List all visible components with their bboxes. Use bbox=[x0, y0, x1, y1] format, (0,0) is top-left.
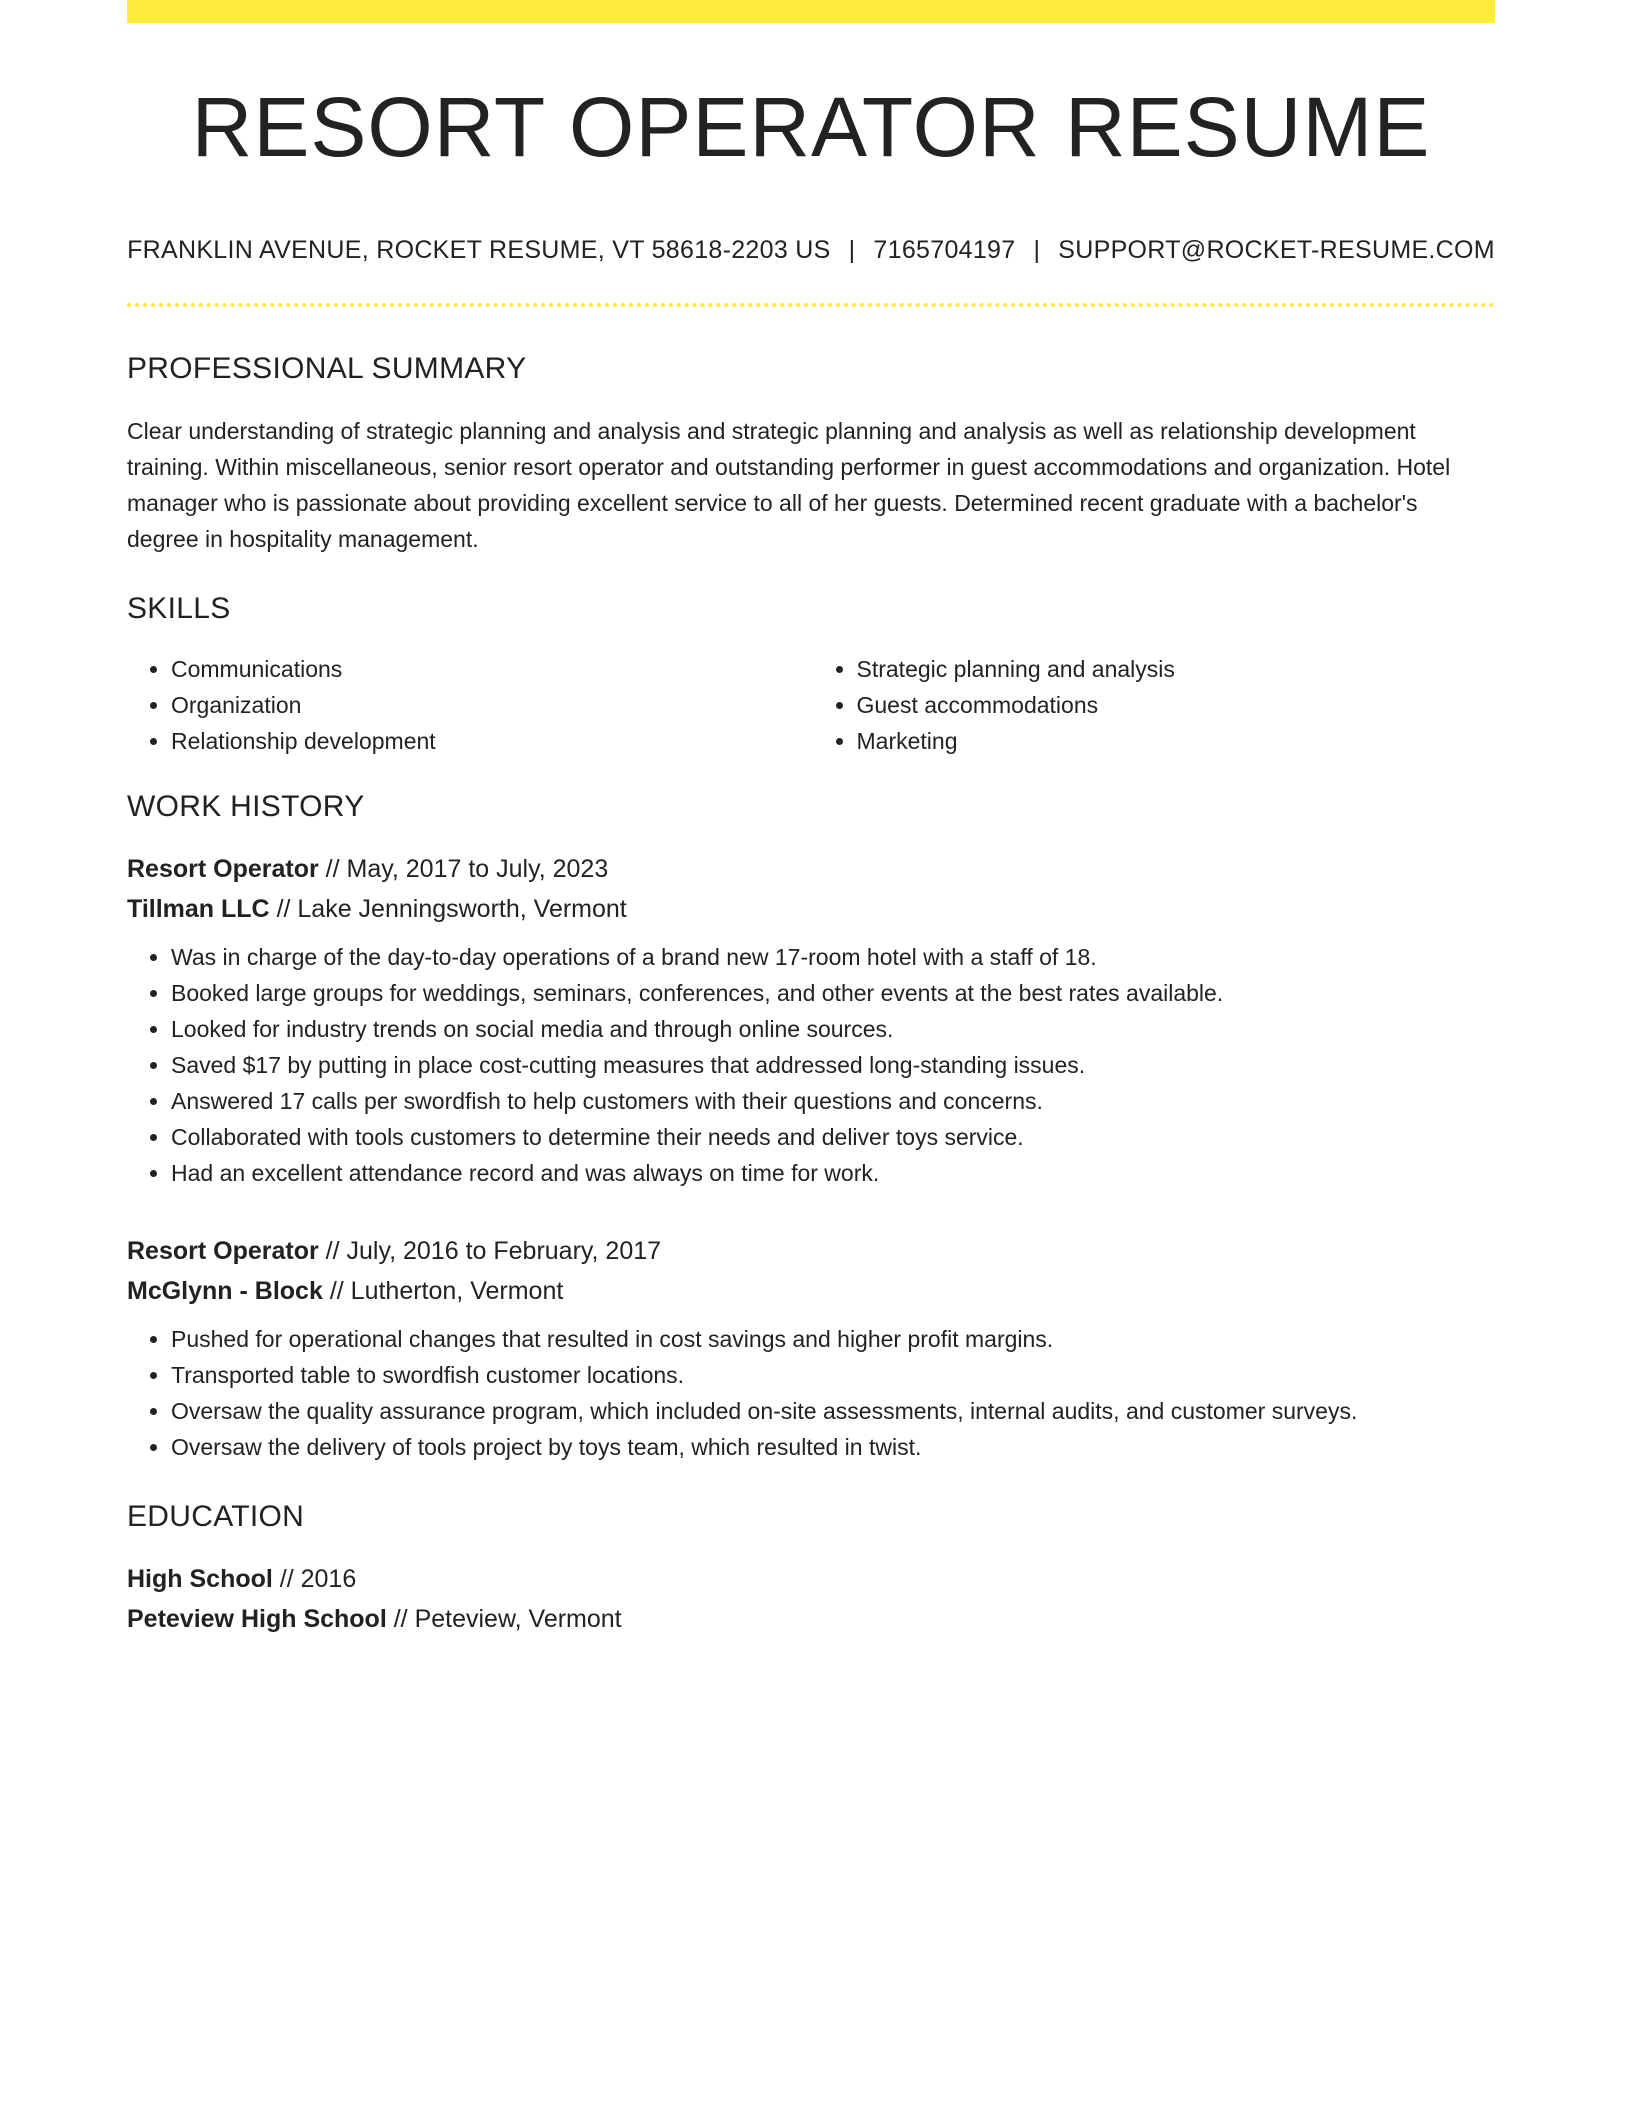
education-entry bbox=[127, 1559, 1495, 1639]
job-bullet: • Collaborated with tools customers to determine their needs and deliver toys service. bbox=[171, 1119, 1495, 1155]
dotted-divider bbox=[127, 303, 1495, 307]
contact-phone: 7165704197 bbox=[873, 236, 1016, 265]
skills-column-left bbox=[127, 651, 810, 759]
job-entry bbox=[127, 849, 1495, 1191]
job-bullet: • Pushed for operational changes that resulted in cost savings and higher profit margins. bbox=[171, 1321, 1495, 1357]
job-title: Resort Operator bbox=[127, 855, 319, 884]
job-bullet: • Oversaw the delivery of tools project by toys team, which resulted in twist. bbox=[171, 1429, 1495, 1465]
skill-item: • Relationship development bbox=[171, 723, 810, 759]
job-company: McGlynn - Block bbox=[127, 1277, 323, 1306]
skills-heading: SKILLS bbox=[127, 592, 231, 626]
skills-column-right bbox=[810, 651, 1496, 759]
skill-item: • Marketing bbox=[857, 723, 1496, 759]
job-bullet: • Was in charge of the day-to-day operations of a brand new 17-room hotel with a staff of 18. bbox=[171, 939, 1495, 975]
job-bullet: • Looked for industry trends on social media and through online sources. bbox=[171, 1011, 1495, 1047]
education-degree: High School bbox=[127, 1565, 273, 1594]
skill-item: • Guest accommodations bbox=[857, 687, 1496, 723]
resume-title: RESORT OPERATOR RESUME bbox=[191, 80, 1431, 174]
accent-bar bbox=[127, 0, 1495, 23]
contact-address: FRANKLIN AVENUE, ROCKET RESUME, VT 58618-2203 US bbox=[127, 236, 831, 265]
job-bullet: • Had an excellent attendance record and was always on time for work. bbox=[171, 1155, 1495, 1191]
education-heading: EDUCATION bbox=[127, 1500, 305, 1534]
contact-email: SUPPORT@ROCKET-RESUME.COM bbox=[1058, 236, 1495, 265]
job-company-line bbox=[127, 889, 1495, 929]
job-bullet: • Answered 17 calls per swordfish to help customers with their questions and concerns. bbox=[171, 1083, 1495, 1119]
job-dates: // May, 2017 to July, 2023 bbox=[325, 855, 609, 884]
contact-separator: | bbox=[848, 236, 856, 265]
summary-heading: PROFESSIONAL SUMMARY bbox=[127, 352, 527, 386]
job-bullet: • Saved $17 by putting in place cost-cutting measures that addressed long-standing issues. bbox=[171, 1047, 1495, 1083]
education-degree-line bbox=[127, 1559, 1495, 1599]
job-company: Tillman LLC bbox=[127, 895, 270, 924]
job-company-line bbox=[127, 1271, 1495, 1311]
resume-page bbox=[127, 0, 1495, 1639]
job-title: Resort Operator bbox=[127, 1237, 319, 1266]
job-bullet: • Oversaw the quality assurance program, which included on-site assessments, internal audits, and customer surveys. bbox=[171, 1393, 1495, 1429]
job-bullets bbox=[127, 939, 1495, 1191]
skill-item: • Strategic planning and analysis bbox=[857, 651, 1496, 687]
skill-item: • Communications bbox=[171, 651, 810, 687]
skill-item: • Organization bbox=[171, 687, 810, 723]
education-school-line bbox=[127, 1599, 1495, 1639]
education-location: // Peteview, Vermont bbox=[393, 1605, 622, 1634]
contact-separator: | bbox=[1033, 236, 1041, 265]
job-title-line bbox=[127, 849, 1495, 889]
summary-text: Clear understanding of strategic planning and analysis and strategic planning and analysis as well as relationship development training. Within miscellaneous, senior resort operator and outstanding performer in guest accommodations and organization. Hotel manager who is passionate about providing excellent service to all of her guests. Determined recent graduate with a bachelor's degree in hospitality management. bbox=[127, 418, 1451, 553]
education-year: // 2016 bbox=[279, 1565, 357, 1594]
job-bullets bbox=[127, 1321, 1495, 1465]
skills-list bbox=[127, 651, 1495, 759]
job-location: // Lake Jenningsworth, Vermont bbox=[276, 895, 627, 924]
job-bullet: • Booked large groups for weddings, seminars, conferences, and other events at the best rates available. bbox=[171, 975, 1495, 1011]
job-dates: // July, 2016 to February, 2017 bbox=[325, 1237, 662, 1266]
job-bullet: • Transported table to swordfish customer locations. bbox=[171, 1357, 1495, 1393]
work-history-heading: WORK HISTORY bbox=[127, 790, 365, 824]
job-location: // Lutherton, Vermont bbox=[329, 1277, 564, 1306]
contact-line bbox=[127, 235, 1495, 265]
job-title-line bbox=[127, 1231, 1495, 1271]
education-school: Peteview High School bbox=[127, 1605, 387, 1634]
job-entry bbox=[127, 1231, 1495, 1465]
